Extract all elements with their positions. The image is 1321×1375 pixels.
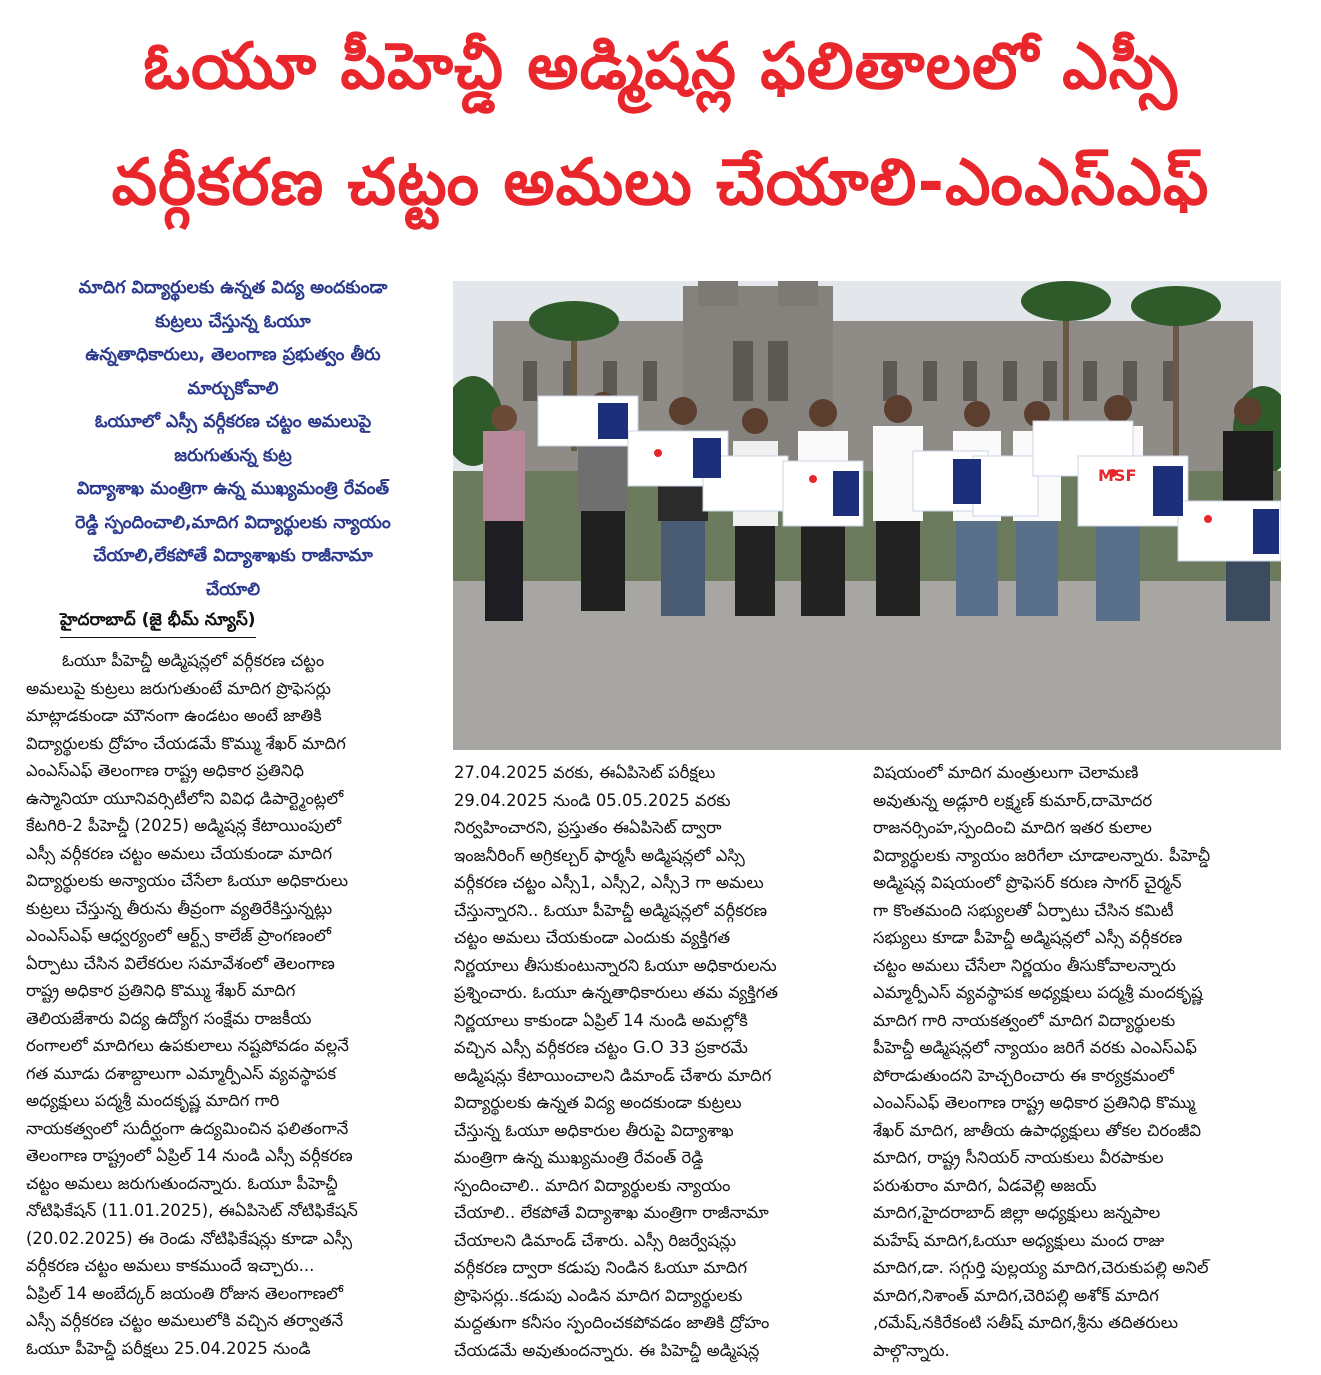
article-line: విషయంలో మాదిగ మంత్రులుగా చెలామణి bbox=[873, 763, 1139, 782]
article-line: చేయాలి.. లేకపోతే విద్యాశాఖ మంత్రిగా రాజీనామా bbox=[454, 1203, 769, 1222]
subheadline bbox=[28, 272, 438, 607]
article-line: ఎస్సీ వర్గీకరణ చట్టం అమలులోకి వచ్చిన తర్వాతనే bbox=[26, 1311, 344, 1330]
article-line: అమలుపై కుట్రలు జరుగుతుంటే మాదిగ ప్రొఫెసర్లు bbox=[26, 678, 331, 698]
article-line: ఎస్సీ వర్గీకరణ చట్టం అమలు చేయకుండా మాదిగ bbox=[26, 843, 333, 863]
article-line: చేయడమే అవుతుందన్నారు. ఈ పిహెచ్డీ అడ్మిషన్ల bbox=[454, 1340, 760, 1360]
article-line: ఏప్రిల్ 14 అంబేద్కర్ జయంతి రోజున తెలంగాణలో bbox=[26, 1283, 344, 1303]
article-line: నాయకత్వంలో సుదీర్ఘంగా ఉద్యమించిన ఫలితంగానే bbox=[26, 1118, 349, 1138]
article-line: విద్యార్థులకు అన్యాయం చేసేలా ఓయూ అధికారులు bbox=[26, 871, 349, 890]
article-line: రాష్ట్ర అధికార ప్రతినిధి కొమ్ము శేఖర్ మాదిగ bbox=[26, 981, 296, 1000]
headline-line-1: ఓయూ పీహెచ్డీ అడ్మిషన్ల ఫలితాలలో ఎస్సీ bbox=[143, 30, 1178, 104]
subheadline-line: చేయాలి bbox=[205, 579, 261, 600]
article-line: మాదిగ గారి నాయకత్వంలో మాదిగ విద్యార్థులకు bbox=[873, 1010, 1176, 1030]
article-line: చట్టం అమలు జరుగుతుందన్నారు. ఓయూ పీహెచ్డీ bbox=[26, 1173, 338, 1193]
article-line: ఇంజనీరింగ్ అగ్రికల్చర్ ఫార్మసీ అడ్మిషన్లలో ఎస్సి bbox=[454, 845, 745, 865]
article-line: అడ్మిషన్ల విషయంలో ప్రొఫెసర్ కరుణ సాగర్ చైర్మన్ bbox=[873, 873, 1182, 892]
article-line: చేస్తున్న ఓయూ అధికారుల తీరుపై విద్యాశాఖ bbox=[454, 1120, 734, 1140]
article-line: అవుతున్న అడ్లూరి లక్ష్మణ్ కుమార్,దామోదర bbox=[873, 790, 1153, 810]
article-line: మాదిగ,హైదరాబాద్ జిల్లా అధ్యక్షులు జన్నపాల bbox=[873, 1203, 1161, 1222]
article-line: ఎంఎస్ఎఫ్ తెలంగాణ రాష్ట్ర అధికార ప్రతినిధి కొమ్ము bbox=[873, 1093, 1196, 1112]
subheadline-line: మార్చుకోవాలి bbox=[187, 378, 279, 399]
article-column-1 bbox=[26, 647, 438, 1362]
article-line: ఉస్మానియా యూనివర్సిటీలోని వివిధ డిపార్ట్మెంట్లలో bbox=[26, 788, 344, 808]
article-line: వచ్చిన ఎస్సీ వర్గీకరణ చట్టం G.O 33 ప్రకారమే bbox=[454, 1038, 748, 1057]
article-line: శేఖర్ మాదిగ, జాతీయ ఉపాధ్యక్షులు తోకల చిరంజీవి bbox=[873, 1120, 1202, 1140]
article-line: ప్రొఫెసర్లు..కడుపు ఎండిన మాదిగ విద్యార్థులకు bbox=[454, 1285, 743, 1305]
article-line: మాట్లాడకుండా మౌనంగా ఉండటం అంటే జాతికి bbox=[26, 706, 322, 725]
article-column-2 bbox=[454, 759, 854, 1364]
article-column-3 bbox=[873, 759, 1283, 1364]
subheadline-line: ఓయూలో ఎస్సీ వర్గీకరణ చట్టం అమలుపై bbox=[94, 412, 372, 432]
subheadline-line: చేయాలి,లేకపోతే విద్యాశాఖకు రాజీనామా bbox=[93, 546, 373, 566]
article-line: చేయాలని డిమాండ్ చేశారు. ఎస్సీ రిజర్వేషన్లు bbox=[454, 1230, 737, 1250]
article-line: ఓయూ పీహెచ్డీ పరీక్షలు 25.04.2025 నుండి bbox=[26, 1338, 311, 1358]
subheadline-line: మాదిగ విద్యార్థులకు ఉన్నత విద్య అందకుండా bbox=[78, 278, 388, 298]
article-line: పోరాడుతుందని హెచ్చరించారు ఈ కార్యక్రమంలో bbox=[873, 1065, 1174, 1085]
article-line: తెలంగాణ రాష్ట్రంలో ఏప్రిల్ 14 నుండి ఎస్సీ వర్గీకరణ bbox=[26, 1146, 353, 1165]
article-line: పాల్గొన్నారు. bbox=[873, 1340, 950, 1360]
article-line: మద్దతుగా కనీసం స్పందించకపోవడం జాతికి ద్రోహం bbox=[454, 1313, 770, 1332]
subheadline-line: ఉన్నతాధికారులు, తెలంగాణ ప్రభుత్వం తీరు bbox=[85, 345, 381, 365]
article-line: పీహెచ్డీ అడ్మిషన్లలో న్యాయం జరిగే వరకు ఎంఎస్ఎఫ్ bbox=[873, 1038, 1197, 1057]
article-line: తెలియజేశారు విద్య ఉద్యోగ సంక్షేమ రాజకీయ bbox=[26, 1008, 312, 1028]
article-line: పరుశురాం మాదిగ, ఏడవెల్లి అజయ్ bbox=[873, 1175, 1097, 1195]
article-line: విద్యార్థులకు న్యాయం జరిగేలా చూడాలన్నారు. పీహెచ్డీ bbox=[873, 845, 1211, 865]
article-line: అధ్యక్షులు పద్మశ్రీ మందకృష్ణ మాదిగ గారి bbox=[26, 1091, 280, 1110]
banner-text: MSF bbox=[1098, 466, 1137, 485]
article-line: విద్యార్థులకు ఉన్నత విద్య అందకుండా కుట్రలు bbox=[454, 1093, 742, 1112]
subheadline-line: రెడ్డి స్పందించాలి,మాదిగ విద్యార్థులకు న్యాయం bbox=[75, 512, 391, 533]
article-line: ఓయూ పీహెచ్డీ అడ్మిషన్లలో వర్గీకరణ చట్టం bbox=[62, 651, 325, 670]
article-line: స్పందించాలి.. మాదిగ విద్యార్థులకు న్యాయం bbox=[454, 1175, 731, 1195]
article-line: విద్యార్థులకు ద్రోహం చేయడమే కొమ్ము శేఖర్ మాదిగ bbox=[26, 733, 346, 753]
article-line: ఎమ్మార్పీఎస్ వ్యవస్థాపక అధ్యక్షులు పద్మశ్రీ మందకృష్ణ bbox=[873, 983, 1203, 1002]
article-line: వర్గీకరణ ద్వారా కడుపు నిండిన ఓయూ మాదిగ bbox=[454, 1258, 748, 1277]
article-line: మాదిగ,నిశాంత్ మాదిగ,చెరిపల్లి అశోక్ మాదిగ bbox=[873, 1285, 1159, 1305]
article-line: ఎంఎస్ఎఫ్ తెలంగాణ రాష్ట్ర అధికార ప్రతినిధి bbox=[26, 761, 304, 780]
article-line: రాజనర్సింహ,స్పందించి మాదిగ ఇతర కులాల bbox=[873, 818, 1152, 837]
article-line: మహేష్ మాదిగ,ఓయూ అధ్యక్షులు మంద రాజు bbox=[873, 1230, 1165, 1250]
subheadline-line: కుట్రలు చేస్తున్న ఓయూ bbox=[155, 311, 311, 332]
subheadline-line: జరుగుతున్న కుట్ర bbox=[174, 445, 292, 466]
article-line: చట్టం అమలు చేసేలా నిర్ణయం తీసుకోవాలన్నారు bbox=[873, 955, 1176, 975]
article-line: గత మూడు దశాబ్దాలుగా ఎమ్మార్పీఎస్ వ్యవస్థాపక bbox=[26, 1063, 337, 1083]
article-line: మాదిగ, రాష్ట్ర సీనియర్ నాయకులు వీరపాకుల bbox=[873, 1148, 1164, 1167]
article-line: ఏర్పాటు చేసిన విలేకరుల సమావేశంలో తెలంగాణ bbox=[26, 953, 335, 973]
article-line: 29.04.2025 నుండి 05.05.2025 వరకు bbox=[454, 790, 731, 810]
article-line: ప్రశ్నించారు. ఓయూ ఉన్నతాధికారులు తమ వ్యక్తిగత bbox=[454, 983, 778, 1002]
article-line: (20.02.2025) ఈ రెండు నోటిఫికేషన్లు కూడా ఎస్సీ bbox=[26, 1228, 353, 1248]
subheadline-line: విద్యాశాఖ మంత్రిగా ఉన్న ముఖ్యమంత్రి రేవంత్ bbox=[76, 479, 390, 499]
article-line: కేటగిరి-2 పీహెచ్డీ (2025) అడ్మిషన్ల కేటాయింపులో bbox=[26, 816, 342, 835]
article-line: నిర్వహించారని, ప్రస్తుతం ఈఏపిసెట్ ద్వారా bbox=[454, 818, 722, 837]
article-line: వర్గీకరణ చట్టం అమలు కాకముందే ఇచ్చారు... bbox=[26, 1256, 315, 1275]
article-line: సభ్యులు కూడా పీహెచ్డీ అడ్మిషన్లలో ఎస్సీ వర్గీకరణ bbox=[873, 928, 1183, 947]
article-line: రంగాలలో మాదిగలు ఉపకులాలు నష్టపోవడం వల్లనే bbox=[26, 1036, 349, 1055]
article-line: చట్టం అమలు చేయకుండా ఎందుకు వ్యక్తిగత bbox=[454, 928, 731, 947]
news-photo bbox=[453, 281, 1281, 750]
article-line: మాదిగ,డా. సగ్గుర్తి పుల్లయ్య మాదిగ,చెరుకుపల్లి అనిల్ bbox=[873, 1258, 1209, 1277]
headline-line-2: వర్గీకరణ చట్టం అమలు చేయాలి-ఎంఎస్ఎఫ్ bbox=[111, 146, 1210, 220]
article-line: నిర్ణయాలు కాకుండా ఏప్రిల్ 14 నుండి అమల్లోకి bbox=[454, 1010, 748, 1030]
article-line: నోటిఫికేషన్ (11.01.2025), ఈఏపిసెట్ నోటిఫికేషన్ bbox=[26, 1201, 358, 1220]
article-line: గా కొంతమంది సభ్యులతో ఏర్పాటు చేసిన కమిటీ bbox=[873, 900, 1174, 920]
article-line: కుట్రలు చేస్తున్న తీరును తీవ్రంగా వ్యతిరేకిస్తున్నట్లు bbox=[26, 898, 333, 918]
article-line: వర్గీకరణ చట్టం ఎస్సీ1, ఎస్సీ2, ఎస్సీ3 గా అమలు bbox=[454, 873, 764, 892]
article-line: చేస్తున్నారని.. ఓయూ పీహెచ్డీ అడ్మిషన్లలో వర్గీకరణ bbox=[454, 900, 768, 920]
article-line: ఎంఎస్ఎఫ్ ఆధ్వర్యంలో ఆర్ట్స్ కాలేజ్ ప్రాంగణంలో bbox=[26, 926, 332, 945]
article-line: అడ్మిషన్లు కేటాయించాలని డిమాండ్ చేశారు మాదిగ bbox=[454, 1065, 772, 1085]
article-line: మంత్రిగా ఉన్న ముఖ్యమంత్రి రేవంత్ రెడ్డి bbox=[454, 1148, 704, 1167]
article-line: ,రమేష్,నకిరేకంటి సతీష్ మాదిగ,శ్రీను తదితరులు bbox=[873, 1313, 1178, 1332]
dateline: హైదరాబాద్ (జై భీమ్ న్యూస్) bbox=[60, 610, 256, 638]
article-line: నిర్ణయాలు తీసుకుంటున్నారని ఓయూ అధికారులను bbox=[454, 955, 777, 975]
article-line: 27.04.2025 వరకు, ఈఏపిసెట్ పరీక్షలు bbox=[454, 763, 716, 782]
